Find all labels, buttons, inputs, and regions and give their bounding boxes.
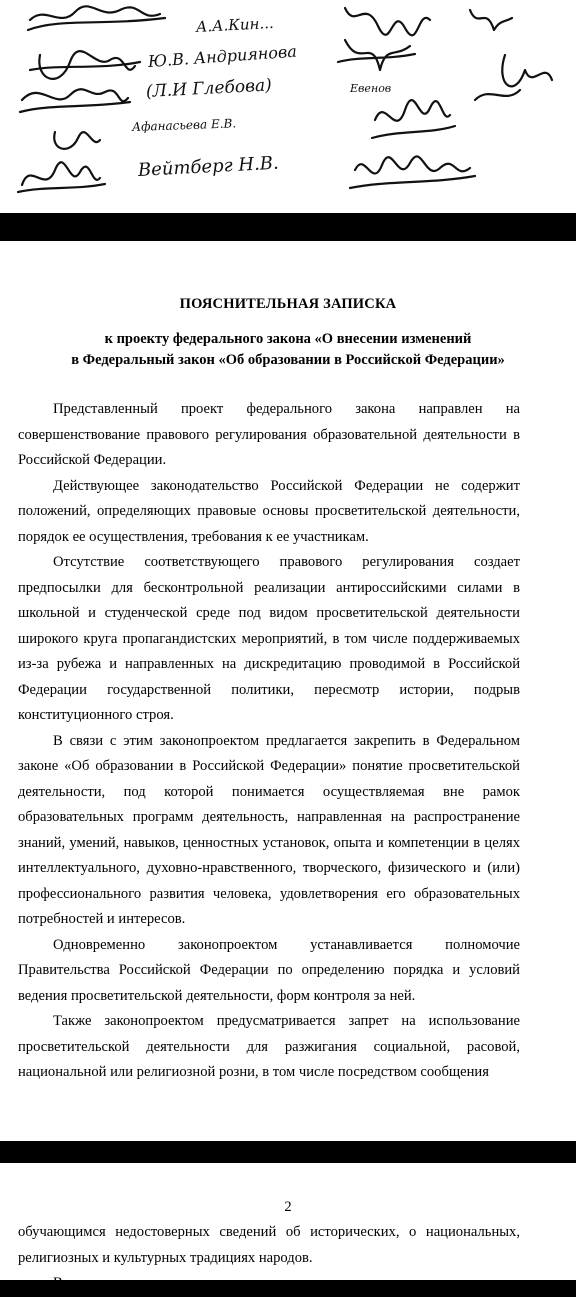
signature-name: (Л.И Глебова) bbox=[145, 75, 273, 102]
paragraph: В связи с этим законопроектом предлагается закрепить в Федеральном законе «Об образовании в Российской Федерации» понятие просветительской деятельности, под которой понимается осуществляемая вне рамок образовательных программ деятельность, направленная на распространение знаний, умений, навыков, ценностных установок, опыта и компетенции в целях интеллектуального, духовно-нравственного, творческого, физического и (или) профессионального развития человека, удовлетворения его образовательных потребностей и интересов. bbox=[18, 732, 520, 927]
handwritten-signatures bbox=[0, 0, 576, 213]
signature-name: А.А.Кин... bbox=[195, 13, 275, 36]
subtitle-line: в Федеральный закон «Об образовании в Российской Федерации» bbox=[71, 352, 505, 368]
document-title: ПОЯСНИТЕЛЬНАЯ ЗАПИСКА bbox=[179, 296, 397, 312]
signature-name: Афанасьева Е.В. bbox=[131, 116, 237, 134]
signature-name: Вейтберг Н.В. bbox=[137, 152, 280, 181]
continuation-body bbox=[18, 1220, 520, 1297]
paragraph: обучающимся недостоверных сведений об исторических, о национальных, религиозных и культурных традициях народов. bbox=[18, 1224, 520, 1266]
document-body bbox=[18, 397, 520, 1086]
document-page bbox=[0, 241, 576, 1141]
paragraph: Действующее законодательство Российской Федерации не содержит положений, определяющих правовые основы просветительской деятельности, порядок ее осуществления, требования к ее участникам. bbox=[18, 477, 520, 545]
paragraph: В bbox=[53, 1275, 63, 1291]
paragraph: Одновременно законопроектом устанавливается полномочие Правительства Российской Федерации по определению порядка и условий ведения просветительской деятельности, форм контроля за ней. bbox=[18, 936, 520, 1004]
next-page bbox=[0, 1163, 576, 1291]
signature-name: Евенов bbox=[350, 82, 392, 95]
page-number: 2 bbox=[284, 1199, 292, 1215]
subtitle-line: к проекту федерального закона «О внесении изменений bbox=[104, 331, 472, 347]
document-subtitle bbox=[0, 329, 576, 371]
paragraph: Отсутствие соответствующего правового регулирования создает предпосылки для бесконтрольной реализации антироссийскими силами в школьной и студенческой среде под видом просветительской деятельности широкого круга пропагандистских мероприятий, в том числе поддерживаемых из-за рубежа и направленных на дискредитацию проводимой в Российской Федерации государственной политики, пересмотр истории, подрыв конституционного строя. bbox=[18, 554, 520, 723]
signatures-block bbox=[0, 0, 576, 213]
paragraph: Также законопроектом предусматривается запрет на использование просветительской деятельности для разжигания социальной, расовой, национальной или религиозной розни, в том числе посредством сообщения bbox=[18, 1013, 520, 1080]
signature-name: Ю.В. Андриянова bbox=[147, 41, 298, 71]
paragraph: Представленный проект федерального закона направлен на совершенствование правового регулирования образовательной деятельности в Российской Федерации. bbox=[18, 401, 520, 468]
signature-page bbox=[0, 0, 576, 213]
